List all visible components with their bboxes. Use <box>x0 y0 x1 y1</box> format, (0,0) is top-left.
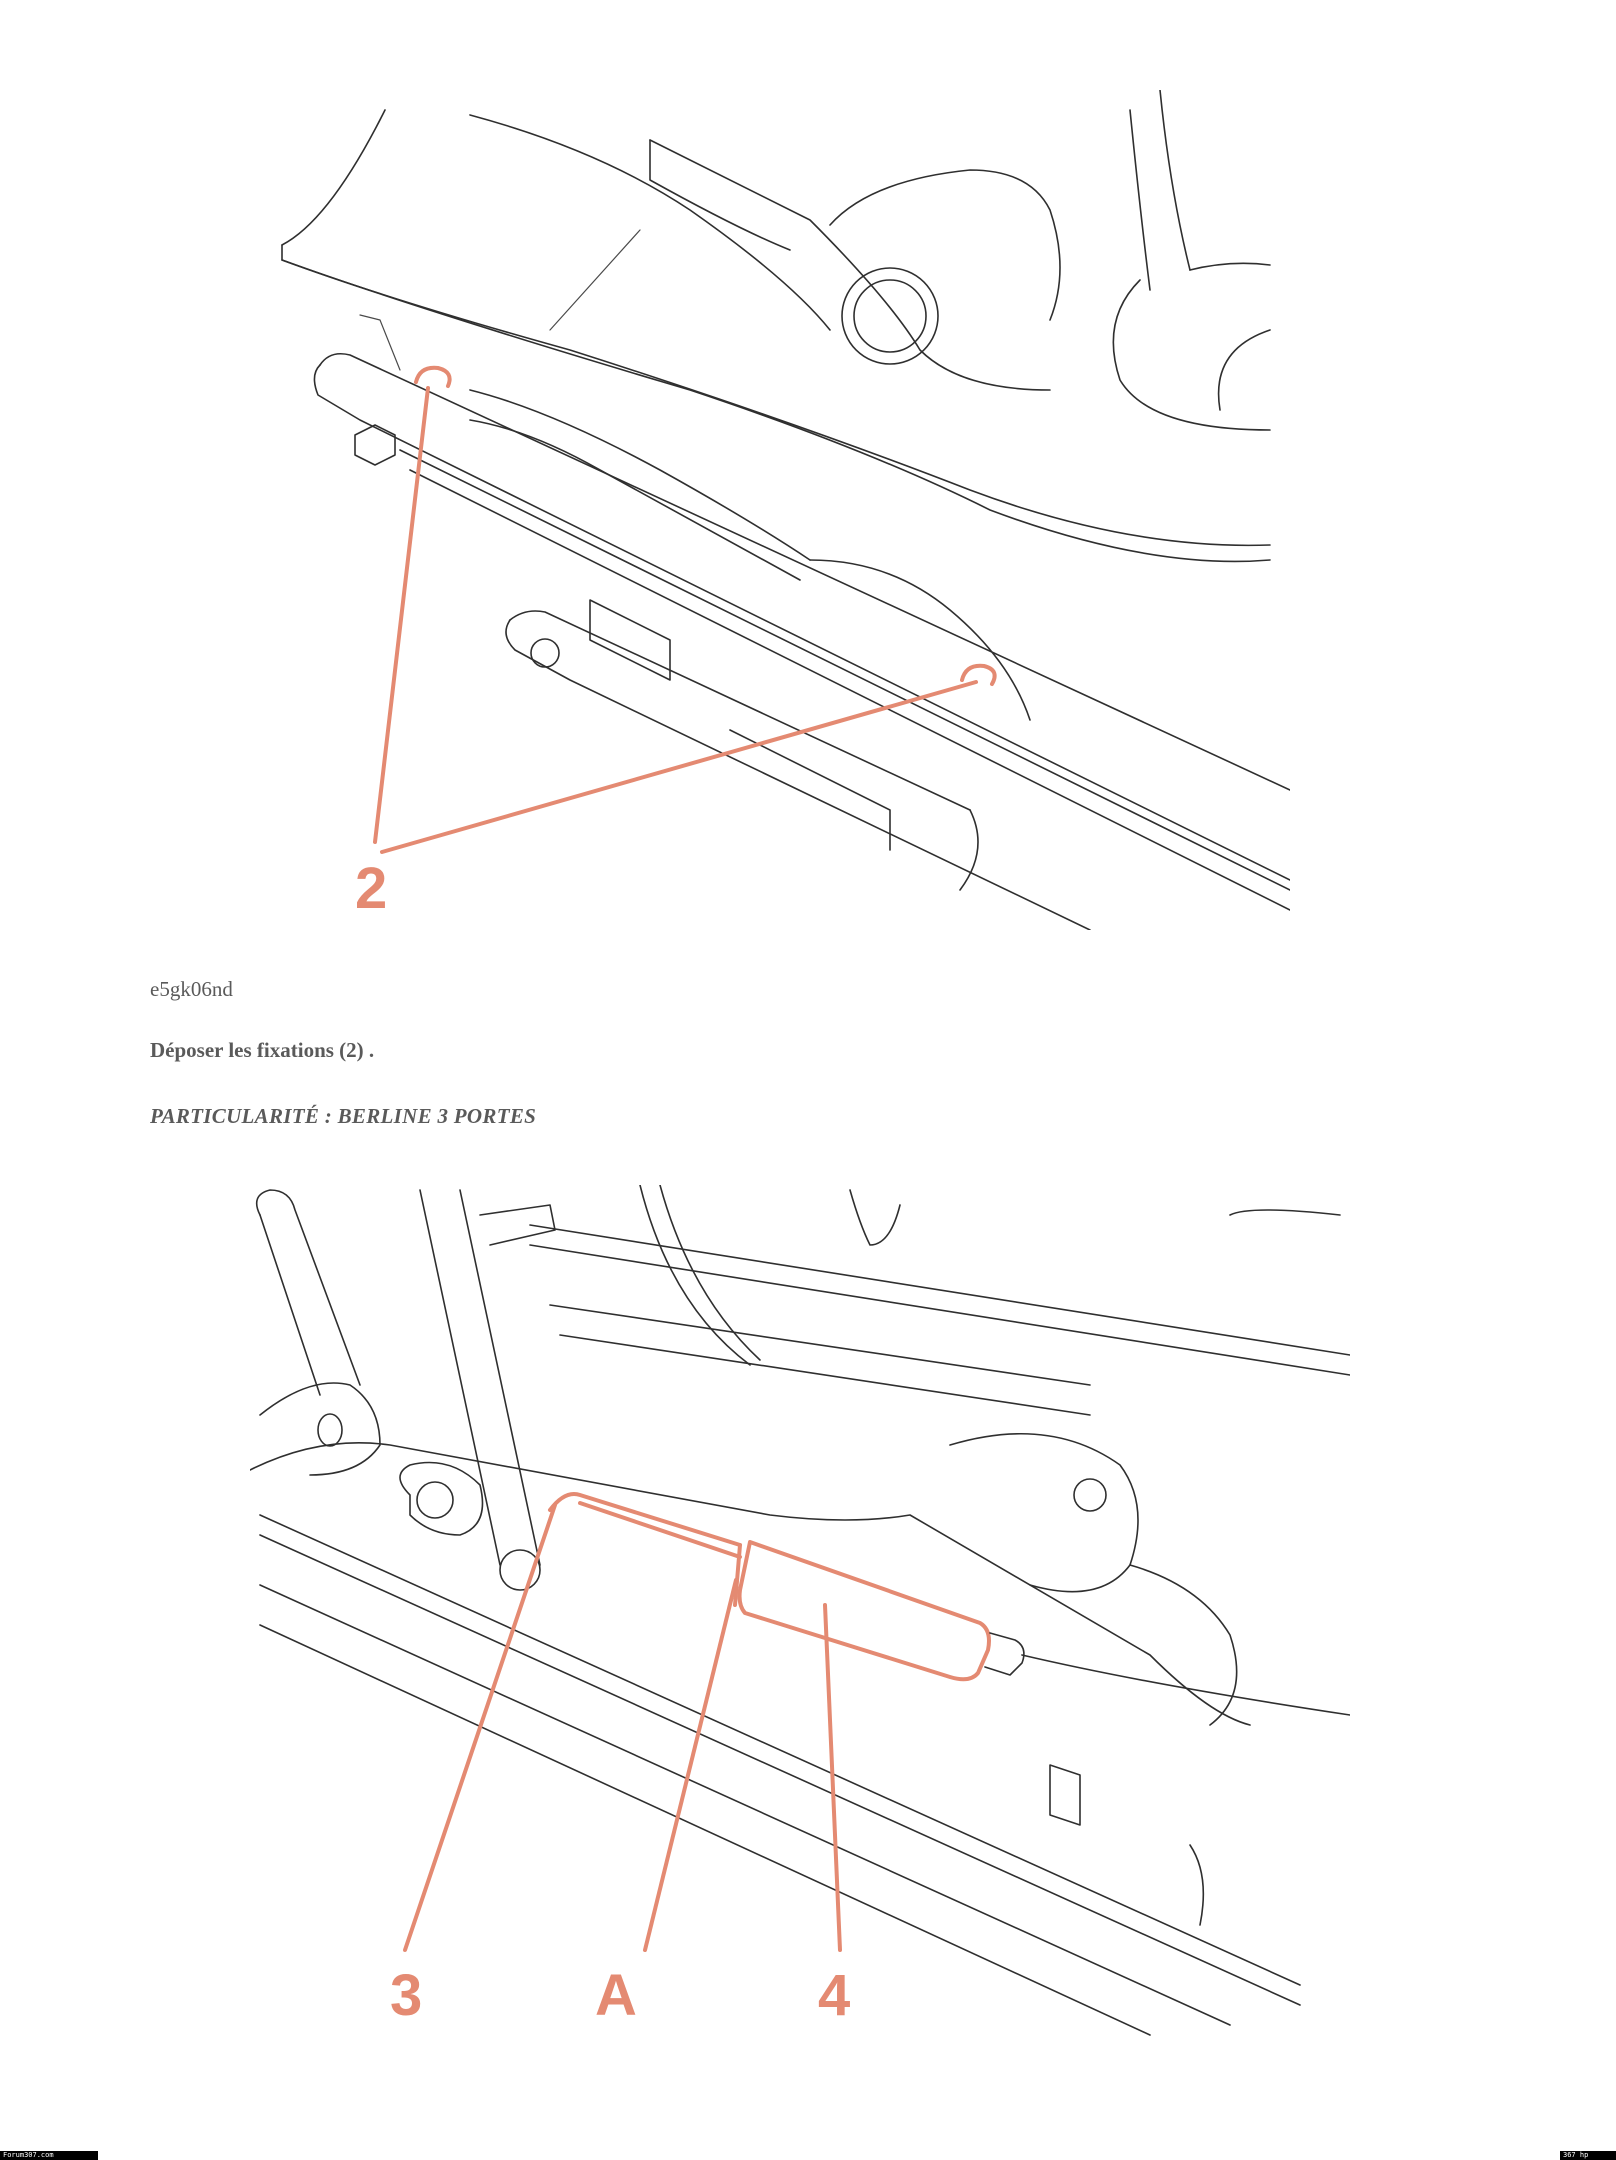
side-bracket-lower <box>1130 1565 1237 1725</box>
seat-top-edge <box>1230 1210 1340 1215</box>
rail-cover-edge <box>470 390 810 560</box>
left-bracket <box>260 1383 380 1475</box>
recliner-plate <box>650 140 1050 390</box>
footer-right-bar <box>1560 2151 1616 2160</box>
seat-cushion-inner <box>282 260 1270 545</box>
side-bracket <box>950 1434 1138 1592</box>
figure-seat-rail-fixations <box>270 90 1290 930</box>
side-bracket-hole <box>1074 1479 1106 1511</box>
leader-line-3 <box>405 1505 555 1950</box>
recliner-pivot-outer <box>842 268 938 364</box>
leader-line-2-left <box>375 388 428 842</box>
recliner-pivot-inner <box>854 280 926 352</box>
lower-rail-bolt <box>531 639 559 667</box>
rail-line-3 <box>260 1585 1230 2025</box>
lever-rod-right <box>460 1190 540 1565</box>
upper-rail-edge <box>320 354 1290 790</box>
callout-2: 2 <box>355 856 388 921</box>
cable-sleeve-drawing <box>250 1185 1350 2055</box>
rail-line-2 <box>260 1535 1300 2005</box>
figure-reference-code: e5gk06nd <box>150 977 233 1001</box>
cable-clip <box>550 1494 740 1545</box>
pivot-boss <box>400 1463 483 1536</box>
lower-rail-edge <box>510 611 970 810</box>
recliner-arm <box>830 170 1060 320</box>
lower-rail-clip <box>590 600 670 680</box>
lever-rod-left <box>420 1190 500 1565</box>
pivot-boss-hole <box>417 1482 453 1518</box>
seat-cushion-edge <box>282 245 1270 561</box>
seat-side-shell-inner <box>1219 330 1270 410</box>
hex-bolt-head <box>355 425 395 465</box>
lower-rail-end <box>960 810 978 890</box>
section-heading: PARTICULARITÉ : BERLINE 3 PORTES <box>150 1104 537 1128</box>
seat-crossbar-4 <box>560 1335 1090 1415</box>
figure-cable-sleeve <box>250 1185 1350 2055</box>
seat-back-base <box>1190 263 1270 270</box>
upper-rail-flange-2 <box>410 470 1290 910</box>
lower-rail-bracket <box>730 730 890 850</box>
instruction-text: Déposer les fixations (2) . <box>150 1038 375 1062</box>
upper-rail-profile <box>250 1443 1250 1725</box>
seat-back-upright-2 <box>1160 90 1190 270</box>
fixation-nut-right <box>962 666 995 684</box>
callout-A: A <box>595 1963 637 2028</box>
seat-crossbar-1 <box>530 1225 1350 1355</box>
upper-rail-flange <box>400 450 1290 890</box>
cable-clip-lower <box>580 1503 740 1557</box>
left-bracket-hole <box>318 1414 342 1446</box>
fixation-nut-left <box>416 368 450 386</box>
footer-left-label: Forum307.com <box>3 2151 54 2159</box>
rail-end-curve <box>1190 1845 1203 1925</box>
callout-4: 4 <box>818 1963 851 2028</box>
left-rod-edge <box>260 1215 320 1395</box>
callout-3: 3 <box>390 1963 423 2028</box>
seat-side-shell <box>1113 280 1270 430</box>
seat-crease <box>550 230 640 330</box>
left-rod <box>257 1190 360 1385</box>
seat-crossbar-2 <box>530 1245 1350 1375</box>
seat-rail-drawing <box>270 90 1290 930</box>
cable-exit <box>1022 1655 1350 1715</box>
seat-frame-edge <box>282 110 385 245</box>
footer-left-bar <box>0 2151 98 2160</box>
cable-sleeve <box>740 1542 989 1679</box>
upper-rail-top <box>314 365 1290 880</box>
rail-clip-block <box>1050 1765 1080 1825</box>
seat-top-bracket <box>850 1190 900 1245</box>
footer-right-label: 367 hp <box>1563 2151 1589 2159</box>
leader-line-2-right <box>382 682 976 852</box>
recliner-plate-lower <box>650 140 790 250</box>
lever-stub <box>480 1205 555 1245</box>
seat-back-upright-1 <box>1130 110 1150 290</box>
leader-line-4 <box>825 1605 840 1950</box>
